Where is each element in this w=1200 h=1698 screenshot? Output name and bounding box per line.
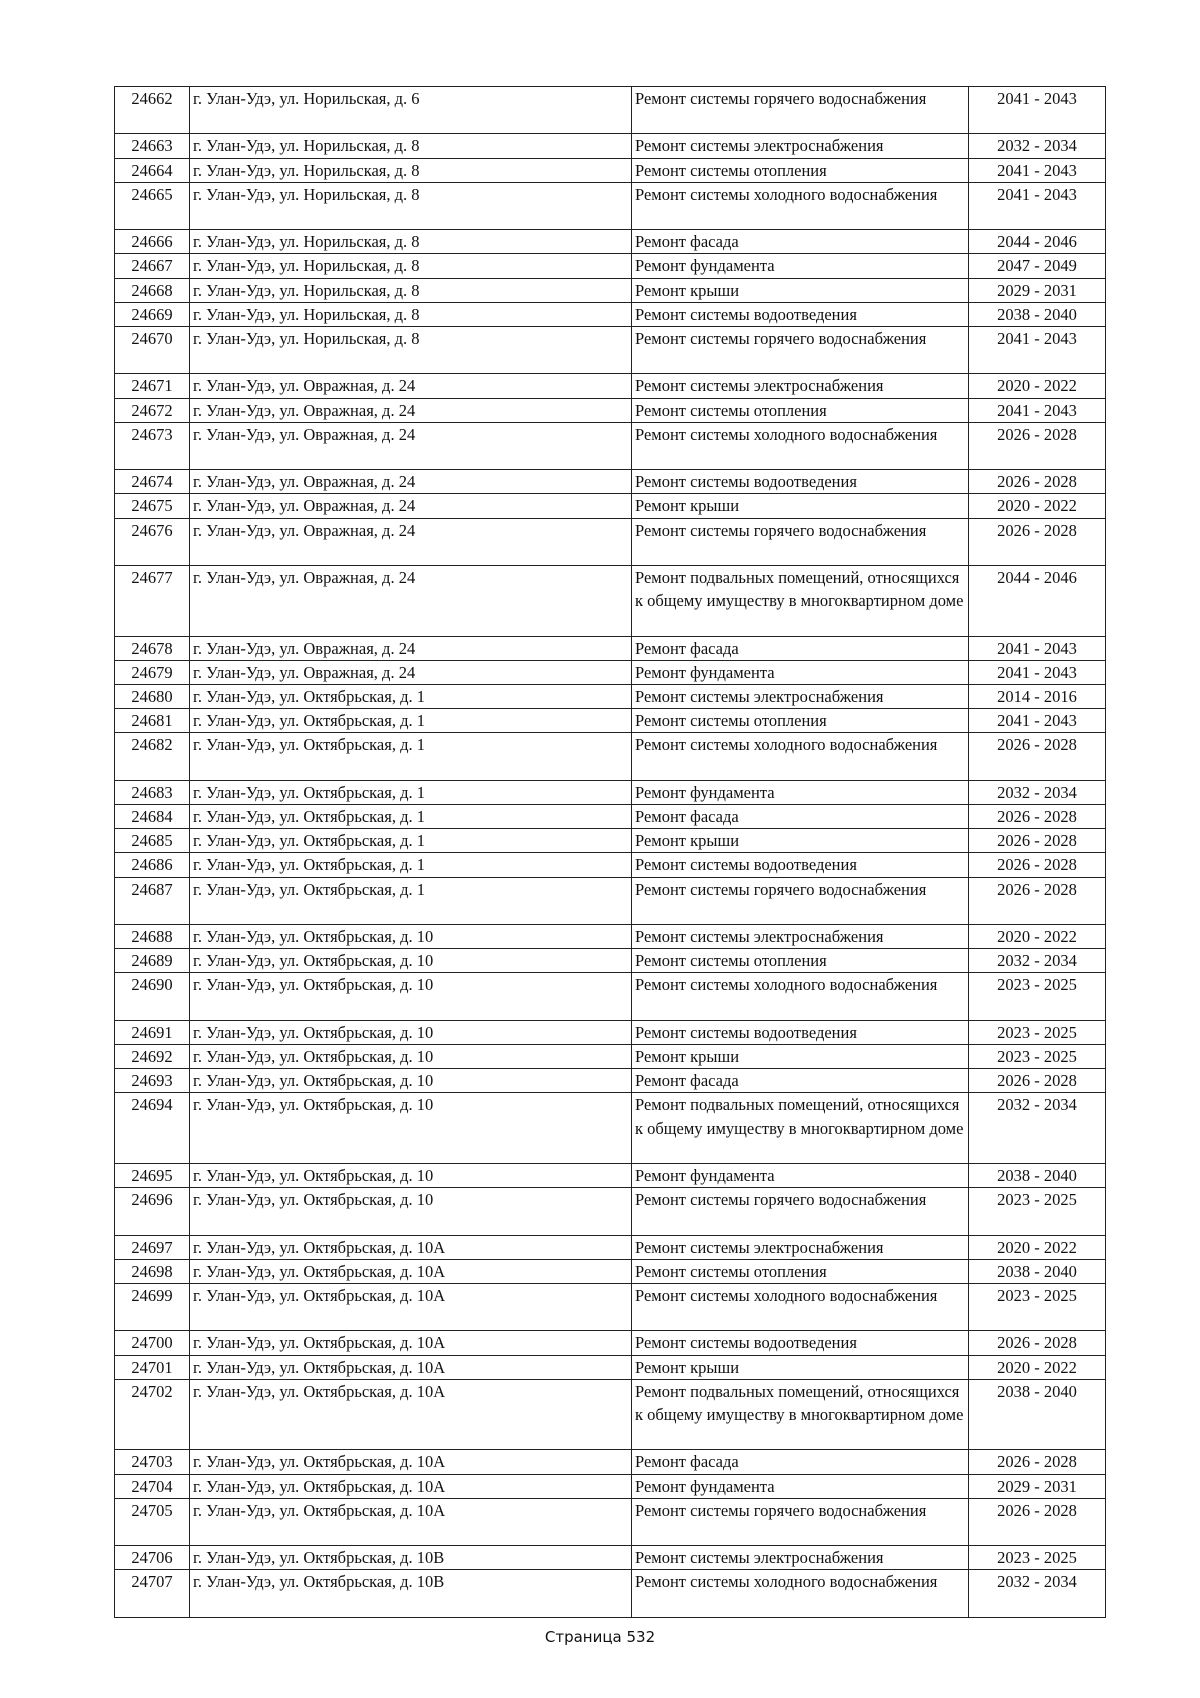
work-type-cell: Ремонт системы водоотведения (632, 1331, 969, 1355)
table-row (115, 949, 1106, 973)
table-row (115, 1474, 1106, 1498)
table-row (115, 1570, 1106, 1617)
address-cell: г. Улан-Удэ, ул. Норильская, д. 8 (190, 230, 632, 254)
row-number-cell: 24695 (115, 1163, 190, 1187)
table-row (115, 877, 1106, 924)
table-row (115, 709, 1106, 733)
work-type-cell: Ремонт системы горячего водоснабжения (632, 87, 969, 134)
address-cell: г. Улан-Удэ, ул. Овражная, д. 24 (190, 636, 632, 660)
row-number-cell: 24681 (115, 709, 190, 733)
period-cell: 2026 - 2028 (969, 829, 1106, 853)
work-type-cell: Ремонт фундамента (632, 1163, 969, 1187)
period-cell: 2023 - 2025 (969, 973, 1106, 1020)
work-type-cell: Ремонт системы электроснабжения (632, 134, 969, 158)
address-cell: г. Улан-Удэ, ул. Октябрьская, д. 10 (190, 924, 632, 948)
work-type-cell: Ремонт системы горячего водоснабжения (632, 1498, 969, 1545)
work-type-cell: Ремонт фасада (632, 1069, 969, 1093)
row-number-cell: 24664 (115, 158, 190, 182)
work-type-cell: Ремонт системы горячего водоснабжения (632, 877, 969, 924)
address-cell: г. Улан-Удэ, ул. Норильская, д. 8 (190, 134, 632, 158)
work-type-cell: Ремонт системы отопления (632, 158, 969, 182)
table-row (115, 733, 1106, 780)
row-number-cell: 24689 (115, 949, 190, 973)
work-type-cell: Ремонт подвальных помещений, относящихся к общему имуществу в многоквартирном доме (632, 1379, 969, 1450)
row-number-cell: 24678 (115, 636, 190, 660)
work-type-cell: Ремонт системы водоотведения (632, 853, 969, 877)
address-cell: г. Улан-Удэ, ул. Октябрьская, д. 1 (190, 853, 632, 877)
address-cell: г. Улан-Удэ, ул. Октябрьская, д. 10А (190, 1283, 632, 1330)
address-cell: г. Улан-Удэ, ул. Октябрьская, д. 1 (190, 877, 632, 924)
row-number-cell: 24662 (115, 87, 190, 134)
table-row (115, 1546, 1106, 1570)
table-row (115, 278, 1106, 302)
period-cell: 2041 - 2043 (969, 87, 1106, 134)
address-cell: г. Улан-Удэ, ул. Норильская, д. 6 (190, 87, 632, 134)
period-cell: 2044 - 2046 (969, 230, 1106, 254)
work-type-cell: Ремонт системы горячего водоснабжения (632, 518, 969, 565)
row-number-cell: 24690 (115, 973, 190, 1020)
row-number-cell: 24703 (115, 1450, 190, 1474)
period-cell: 2026 - 2028 (969, 1331, 1106, 1355)
period-cell: 2041 - 2043 (969, 709, 1106, 733)
work-type-cell: Ремонт системы отопления (632, 398, 969, 422)
table-row (115, 422, 1106, 469)
row-number-cell: 24672 (115, 398, 190, 422)
address-cell: г. Улан-Удэ, ул. Октябрьская, д. 10А (190, 1331, 632, 1355)
period-cell: 2041 - 2043 (969, 660, 1106, 684)
row-number-cell: 24688 (115, 924, 190, 948)
table-row (115, 1044, 1106, 1068)
table-row (115, 1163, 1106, 1187)
address-cell: г. Улан-Удэ, ул. Норильская, д. 8 (190, 302, 632, 326)
row-number-cell: 24696 (115, 1188, 190, 1235)
period-cell: 2032 - 2034 (969, 949, 1106, 973)
table-row (115, 1450, 1106, 1474)
period-cell: 2026 - 2028 (969, 1069, 1106, 1093)
period-cell: 2038 - 2040 (969, 1259, 1106, 1283)
period-cell: 2020 - 2022 (969, 924, 1106, 948)
table-row (115, 1355, 1106, 1379)
table-row (115, 973, 1106, 1020)
work-type-cell: Ремонт системы водоотведения (632, 302, 969, 326)
period-cell: 2020 - 2022 (969, 494, 1106, 518)
row-number-cell: 24663 (115, 134, 190, 158)
work-type-cell: Ремонт системы горячего водоснабжения (632, 1188, 969, 1235)
address-cell: г. Улан-Удэ, ул. Октябрьская, д. 1 (190, 780, 632, 804)
row-number-cell: 24665 (115, 182, 190, 229)
address-cell: г. Улан-Удэ, ул. Овражная, д. 24 (190, 422, 632, 469)
period-cell: 2038 - 2040 (969, 302, 1106, 326)
address-cell: г. Улан-Удэ, ул. Октябрьская, д. 10 (190, 1163, 632, 1187)
page-number: Страница 532 (544, 1628, 656, 1646)
row-number-cell: 24669 (115, 302, 190, 326)
row-number-cell: 24705 (115, 1498, 190, 1545)
table-row (115, 327, 1106, 374)
address-cell: г. Улан-Удэ, ул. Октябрьская, д. 1 (190, 829, 632, 853)
work-type-cell: Ремонт фасада (632, 804, 969, 828)
table-row (115, 134, 1106, 158)
address-cell: г. Улан-Удэ, ул. Октябрьская, д. 10 (190, 1069, 632, 1093)
row-number-cell: 24676 (115, 518, 190, 565)
work-type-cell: Ремонт системы электроснабжения (632, 1546, 969, 1570)
period-cell: 2032 - 2034 (969, 1093, 1106, 1164)
table-row (115, 1331, 1106, 1355)
table-row (115, 924, 1106, 948)
work-type-cell: Ремонт системы холодного водоснабжения (632, 1283, 969, 1330)
period-cell: 2047 - 2049 (969, 254, 1106, 278)
work-type-cell: Ремонт системы холодного водоснабжения (632, 422, 969, 469)
work-type-cell: Ремонт крыши (632, 829, 969, 853)
work-type-cell: Ремонт системы водоотведения (632, 470, 969, 494)
work-type-cell: Ремонт системы отопления (632, 949, 969, 973)
table-row (115, 853, 1106, 877)
table-row (115, 1069, 1106, 1093)
row-number-cell: 24698 (115, 1259, 190, 1283)
row-number-cell: 24700 (115, 1331, 190, 1355)
table-row (115, 158, 1106, 182)
row-number-cell: 24693 (115, 1069, 190, 1093)
table-row (115, 565, 1106, 636)
repair-schedule-table (114, 86, 1106, 1618)
address-cell: г. Улан-Удэ, ул. Норильская, д. 8 (190, 278, 632, 302)
row-number-cell: 24685 (115, 829, 190, 853)
period-cell: 2041 - 2043 (969, 636, 1106, 660)
period-cell: 2020 - 2022 (969, 374, 1106, 398)
period-cell: 2026 - 2028 (969, 470, 1106, 494)
period-cell: 2041 - 2043 (969, 158, 1106, 182)
row-number-cell: 24667 (115, 254, 190, 278)
work-type-cell: Ремонт системы холодного водоснабжения (632, 733, 969, 780)
address-cell: г. Улан-Удэ, ул. Октябрьская, д. 10В (190, 1546, 632, 1570)
period-cell: 2026 - 2028 (969, 1498, 1106, 1545)
period-cell: 2026 - 2028 (969, 1450, 1106, 1474)
table-row (115, 1188, 1106, 1235)
period-cell: 2023 - 2025 (969, 1546, 1106, 1570)
address-cell: г. Улан-Удэ, ул. Овражная, д. 24 (190, 374, 632, 398)
address-cell: г. Улан-Удэ, ул. Октябрьская, д. 10А (190, 1498, 632, 1545)
table-row (115, 1093, 1106, 1164)
table-row (115, 518, 1106, 565)
row-number-cell: 24682 (115, 733, 190, 780)
table-row (115, 87, 1106, 134)
work-type-cell: Ремонт системы электроснабжения (632, 924, 969, 948)
address-cell: г. Улан-Удэ, ул. Октябрьская, д. 1 (190, 709, 632, 733)
row-number-cell: 24697 (115, 1235, 190, 1259)
period-cell: 2026 - 2028 (969, 804, 1106, 828)
table-row (115, 1498, 1106, 1545)
address-cell: г. Улан-Удэ, ул. Октябрьская, д. 10 (190, 949, 632, 973)
address-cell: г. Улан-Удэ, ул. Октябрьская, д. 10А (190, 1235, 632, 1259)
period-cell: 2026 - 2028 (969, 877, 1106, 924)
address-cell: г. Улан-Удэ, ул. Овражная, д. 24 (190, 518, 632, 565)
period-cell: 2032 - 2034 (969, 1570, 1106, 1617)
work-type-cell: Ремонт системы отопления (632, 709, 969, 733)
table-row (115, 1020, 1106, 1044)
address-cell: г. Улан-Удэ, ул. Октябрьская, д. 10 (190, 1044, 632, 1068)
table-row (115, 804, 1106, 828)
table-row (115, 302, 1106, 326)
table-row (115, 254, 1106, 278)
period-cell: 2020 - 2022 (969, 1235, 1106, 1259)
table-row (115, 780, 1106, 804)
period-cell: 2029 - 2031 (969, 1474, 1106, 1498)
row-number-cell: 24679 (115, 660, 190, 684)
work-type-cell: Ремонт фундамента (632, 660, 969, 684)
row-number-cell: 24707 (115, 1570, 190, 1617)
table-row (115, 494, 1106, 518)
table-body (115, 87, 1106, 1618)
row-number-cell: 24699 (115, 1283, 190, 1330)
row-number-cell: 24694 (115, 1093, 190, 1164)
period-cell: 2026 - 2028 (969, 518, 1106, 565)
row-number-cell: 24670 (115, 327, 190, 374)
work-type-cell: Ремонт системы горячего водоснабжения (632, 327, 969, 374)
period-cell: 2038 - 2040 (969, 1379, 1106, 1450)
address-cell: г. Улан-Удэ, ул. Октябрьская, д. 1 (190, 733, 632, 780)
work-type-cell: Ремонт фундамента (632, 780, 969, 804)
row-number-cell: 24675 (115, 494, 190, 518)
work-type-cell: Ремонт фасада (632, 1450, 969, 1474)
work-type-cell: Ремонт фундамента (632, 1474, 969, 1498)
row-number-cell: 24692 (115, 1044, 190, 1068)
address-cell: г. Улан-Удэ, ул. Октябрьская, д. 10 (190, 1020, 632, 1044)
address-cell: г. Улан-Удэ, ул. Овражная, д. 24 (190, 494, 632, 518)
work-type-cell: Ремонт системы отопления (632, 1259, 969, 1283)
period-cell: 2026 - 2028 (969, 853, 1106, 877)
work-type-cell: Ремонт фасада (632, 636, 969, 660)
period-cell: 2041 - 2043 (969, 182, 1106, 229)
work-type-cell: Ремонт системы электроснабжения (632, 1235, 969, 1259)
table-row (115, 636, 1106, 660)
period-cell: 2032 - 2034 (969, 780, 1106, 804)
address-cell: г. Улан-Удэ, ул. Октябрьская, д. 10А (190, 1379, 632, 1450)
address-cell: г. Улан-Удэ, ул. Норильская, д. 8 (190, 182, 632, 229)
work-type-cell: Ремонт крыши (632, 278, 969, 302)
row-number-cell: 24671 (115, 374, 190, 398)
address-cell: г. Улан-Удэ, ул. Октябрьская, д. 10А (190, 1450, 632, 1474)
table-row (115, 1283, 1106, 1330)
table-row (115, 660, 1106, 684)
work-type-cell: Ремонт системы электроснабжения (632, 374, 969, 398)
row-number-cell: 24684 (115, 804, 190, 828)
work-type-cell: Ремонт системы холодного водоснабжения (632, 182, 969, 229)
period-cell: 2041 - 2043 (969, 327, 1106, 374)
address-cell: г. Улан-Удэ, ул. Овражная, д. 24 (190, 660, 632, 684)
address-cell: г. Улан-Удэ, ул. Норильская, д. 8 (190, 327, 632, 374)
row-number-cell: 24680 (115, 684, 190, 708)
table-row (115, 374, 1106, 398)
work-type-cell: Ремонт крыши (632, 494, 969, 518)
address-cell: г. Улан-Удэ, ул. Октябрьская, д. 10 (190, 1188, 632, 1235)
address-cell: г. Улан-Удэ, ул. Овражная, д. 24 (190, 398, 632, 422)
work-type-cell: Ремонт системы водоотведения (632, 1020, 969, 1044)
row-number-cell: 24677 (115, 565, 190, 636)
table-row (115, 829, 1106, 853)
work-type-cell: Ремонт системы холодного водоснабжения (632, 1570, 969, 1617)
address-cell: г. Улан-Удэ, ул. Октябрьская, д. 1 (190, 684, 632, 708)
table-row (115, 182, 1106, 229)
address-cell: г. Улан-Удэ, ул. Октябрьская, д. 10В (190, 1570, 632, 1617)
period-cell: 2023 - 2025 (969, 1044, 1106, 1068)
row-number-cell: 24686 (115, 853, 190, 877)
period-cell: 2014 - 2016 (969, 684, 1106, 708)
row-number-cell: 24702 (115, 1379, 190, 1450)
period-cell: 2020 - 2022 (969, 1355, 1106, 1379)
work-type-cell: Ремонт крыши (632, 1044, 969, 1068)
address-cell: г. Улан-Удэ, ул. Октябрьская, д. 1 (190, 804, 632, 828)
work-type-cell: Ремонт фундамента (632, 254, 969, 278)
row-number-cell: 24668 (115, 278, 190, 302)
work-type-cell: Ремонт крыши (632, 1355, 969, 1379)
address-cell: г. Улан-Удэ, ул. Овражная, д. 24 (190, 470, 632, 494)
address-cell: г. Улан-Удэ, ул. Октябрьская, д. 10А (190, 1355, 632, 1379)
row-number-cell: 24683 (115, 780, 190, 804)
row-number-cell: 24691 (115, 1020, 190, 1044)
row-number-cell: 24687 (115, 877, 190, 924)
period-cell: 2023 - 2025 (969, 1020, 1106, 1044)
work-type-cell: Ремонт системы холодного водоснабжения (632, 973, 969, 1020)
address-cell: г. Улан-Удэ, ул. Октябрьская, д. 10А (190, 1259, 632, 1283)
address-cell: г. Улан-Удэ, ул. Норильская, д. 8 (190, 158, 632, 182)
work-type-cell: Ремонт системы электроснабжения (632, 684, 969, 708)
work-type-cell: Ремонт фасада (632, 230, 969, 254)
table-row (115, 1259, 1106, 1283)
address-cell: г. Улан-Удэ, ул. Овражная, д. 24 (190, 565, 632, 636)
row-number-cell: 24666 (115, 230, 190, 254)
period-cell: 2044 - 2046 (969, 565, 1106, 636)
period-cell: 2026 - 2028 (969, 422, 1106, 469)
period-cell: 2023 - 2025 (969, 1188, 1106, 1235)
address-cell: г. Улан-Удэ, ул. Октябрьская, д. 10 (190, 973, 632, 1020)
table-row (115, 230, 1106, 254)
table-row (115, 470, 1106, 494)
row-number-cell: 24674 (115, 470, 190, 494)
period-cell: 2041 - 2043 (969, 398, 1106, 422)
period-cell: 2038 - 2040 (969, 1163, 1106, 1187)
row-number-cell: 24706 (115, 1546, 190, 1570)
address-cell: г. Улан-Удэ, ул. Октябрьская, д. 10А (190, 1474, 632, 1498)
table-row (115, 398, 1106, 422)
row-number-cell: 24704 (115, 1474, 190, 1498)
table-row (115, 684, 1106, 708)
table-row (115, 1235, 1106, 1259)
period-cell: 2032 - 2034 (969, 134, 1106, 158)
row-number-cell: 24673 (115, 422, 190, 469)
row-number-cell: 24701 (115, 1355, 190, 1379)
work-type-cell: Ремонт подвальных помещений, относящихся к общему имуществу в многоквартирном доме (632, 565, 969, 636)
address-cell: г. Улан-Удэ, ул. Норильская, д. 8 (190, 254, 632, 278)
work-type-cell: Ремонт подвальных помещений, относящихся к общему имуществу в многоквартирном доме (632, 1093, 969, 1164)
period-cell: 2026 - 2028 (969, 733, 1106, 780)
period-cell: 2029 - 2031 (969, 278, 1106, 302)
period-cell: 2023 - 2025 (969, 1283, 1106, 1330)
table-row (115, 1379, 1106, 1450)
address-cell: г. Улан-Удэ, ул. Октябрьская, д. 10 (190, 1093, 632, 1164)
